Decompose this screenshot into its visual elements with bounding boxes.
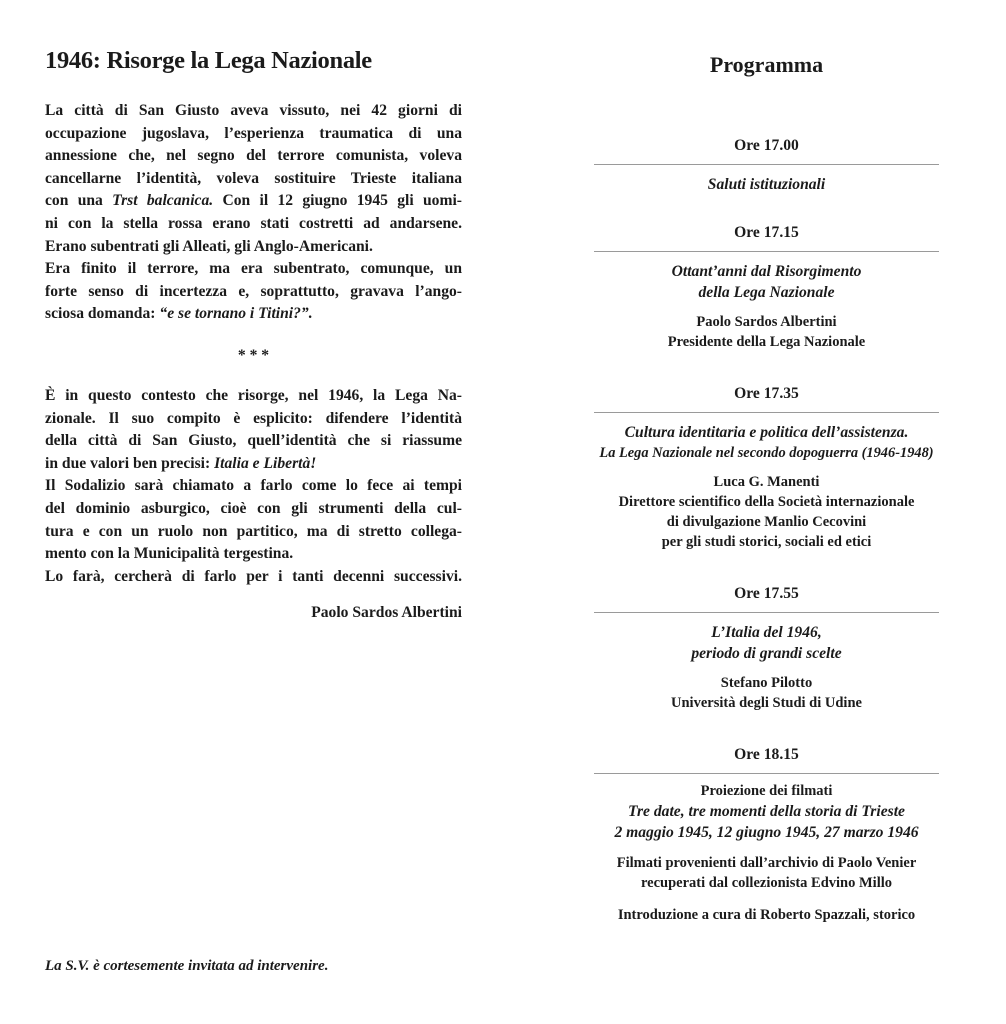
session-time: Ore 17.00 bbox=[594, 136, 939, 165]
text-run: in due valori ben precisi: bbox=[45, 454, 211, 472]
session-time: Ore 17.55 bbox=[594, 584, 939, 613]
session-time: Ore 17.15 bbox=[594, 223, 939, 252]
text-line: Il Sodalizio sarà chiamato a farlo come lo fece ai tempi bbox=[45, 477, 462, 495]
essay-body-paragraph bbox=[45, 385, 462, 588]
text-line: mento con la Municipalità tergestina. bbox=[45, 545, 294, 563]
session-title-line: della Lega Nazionale bbox=[698, 284, 835, 301]
session-affiliation: per gli studi storici, sociali ed etici bbox=[661, 534, 872, 550]
program-column bbox=[594, 50, 939, 925]
text-line: Lo farà, cercherà di farlo per i tanti decenni successivi. bbox=[45, 567, 462, 585]
session-affiliation: di divulgazione Manlio Cecovini bbox=[666, 514, 867, 530]
text-line bbox=[45, 303, 462, 326]
session-speaker: Stefano Pilotto bbox=[720, 675, 813, 691]
session-affiliation: Presidente della Lega Nazionale bbox=[667, 334, 866, 350]
session-speaker: Paolo Sardos Albertini bbox=[696, 314, 837, 330]
session-affiliation: Università degli Studi di Udine bbox=[671, 695, 862, 711]
program-session bbox=[594, 136, 939, 195]
emphasis-italia-liberta: Italia e Libertà! bbox=[214, 454, 317, 472]
session-closing-note: Introduzione a cura di Roberto Spazzali, storico bbox=[617, 907, 916, 923]
text-line bbox=[45, 453, 462, 476]
session-title-line: periodo di grandi scelte bbox=[691, 645, 842, 662]
text-line: Erano subentrati gli Alleati, gli Anglo-Americani. bbox=[45, 237, 373, 255]
text-line: La città di San Giusto aveva vissuto, nei 42 giorni di bbox=[45, 102, 462, 119]
program-session bbox=[594, 584, 939, 713]
text-line: della città di San Giusto, quell’identità che si riassume bbox=[45, 432, 462, 450]
text-line: cancellarne l’identità, voleva sostituire Trieste italiana bbox=[45, 169, 462, 187]
session-title bbox=[594, 261, 939, 303]
session-time: Ore 18.15 bbox=[594, 745, 939, 774]
text-line bbox=[45, 190, 462, 213]
section-separator: * * * bbox=[237, 346, 270, 364]
text-line: forte senso di incertezza e, soprattutto, gravava l’ango- bbox=[45, 282, 462, 300]
text-line: È in questo contesto che risorge, nel 1946, la Lega Na- bbox=[45, 386, 462, 404]
session-time: Ore 17.35 bbox=[594, 384, 939, 413]
text-run: Con il 12 giugno 1945 gli uomi- bbox=[222, 192, 462, 210]
session-title-line: L’Italia del 1946, bbox=[711, 624, 822, 641]
program-session bbox=[594, 745, 939, 925]
essay-signature: Paolo Sardos Albertini bbox=[311, 604, 462, 622]
essay-column bbox=[45, 46, 462, 622]
session-title-line: Tre date, tre momenti della storia di Trieste bbox=[628, 803, 905, 820]
session-title-line: 2 maggio 1945, 12 giugno 1945, 27 marzo 1946 bbox=[614, 824, 919, 841]
session-title: Saluti istituzionali bbox=[707, 176, 826, 193]
text-run: sciosa domanda: bbox=[45, 305, 156, 323]
session-note: Filmati provenienti dall’archivio di Paolo Venier bbox=[616, 855, 917, 871]
essay-title: 1946: Risorge la Lega Nazionale bbox=[45, 47, 372, 74]
session-note: recuperati dal collezionista Edvino Millo bbox=[640, 875, 893, 891]
session-affiliation: Direttore scientifico della Società internazionale bbox=[618, 494, 915, 510]
session-speaker: Luca G. Manenti bbox=[713, 474, 820, 490]
program-session bbox=[594, 384, 939, 552]
text-line: del dominio asburgico, cioè con gli strumenti della cul- bbox=[45, 499, 462, 517]
text-line: tura e con un ruolo non partitico, ma di stretto collega- bbox=[45, 522, 462, 540]
session-title bbox=[594, 622, 939, 664]
session-title bbox=[594, 801, 939, 843]
text-line: occupazione jugoslava, l’esperienza traumatica di una bbox=[45, 124, 462, 142]
essay-intro-paragraph bbox=[45, 100, 462, 326]
text-line: annessione che, nel segno del terrore comunista, voleva bbox=[45, 147, 462, 165]
text-line: zionale. Il suo compito è esplicito: difendere l’identità bbox=[45, 409, 462, 427]
session-pre-title: Proiezione dei filmati bbox=[700, 783, 833, 799]
invitation-note: La S.V. è cortesemente invitata ad intervenire. bbox=[45, 958, 329, 974]
text-run: con una bbox=[45, 192, 103, 210]
text-line: ni con la stella rossa erano stati costretti ad andarsene. bbox=[45, 214, 462, 232]
session-subtitle: La Lega Nazionale nel secondo dopoguerra (1946-1948) bbox=[599, 445, 934, 461]
emphasis-quote: “e se tornano i Titini?”. bbox=[159, 305, 313, 323]
emphasis-trst-balcanica: Trst balcanica. bbox=[112, 192, 214, 210]
session-title-line: Ottant’anni dal Risorgimento bbox=[671, 263, 862, 280]
text-line: Era finito il terrore, ma era subentrato, comunque, un bbox=[45, 260, 462, 278]
session-title: Cultura identitaria e politica dell’assistenza. bbox=[624, 424, 909, 441]
program-session bbox=[594, 223, 939, 352]
program-title: Programma bbox=[709, 52, 824, 77]
